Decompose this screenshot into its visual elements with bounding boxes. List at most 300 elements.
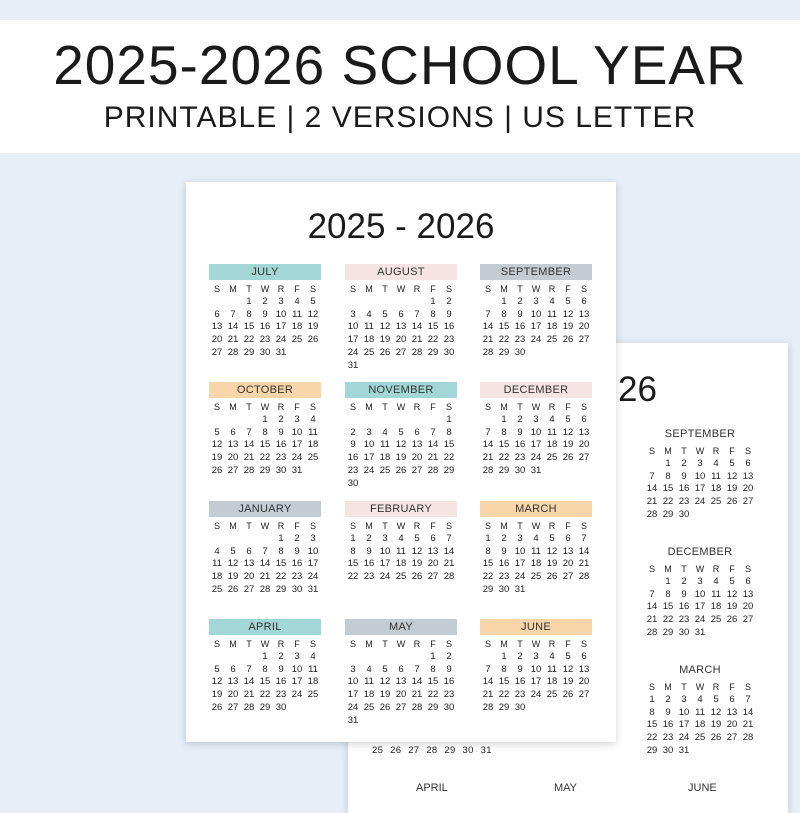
day-cell: 4	[549, 413, 555, 425]
day-cell: 13	[395, 321, 407, 333]
day-cell: 28	[646, 508, 658, 520]
day-cell: 21	[411, 334, 423, 346]
day-cell: 26	[562, 689, 574, 701]
day-cell: 14	[243, 676, 255, 688]
day-cell: 22	[662, 614, 674, 626]
day-cell: 20	[562, 558, 574, 570]
day-cell: 9	[446, 663, 452, 675]
weekday-label: M	[664, 446, 672, 456]
day-cell: 20	[411, 452, 423, 464]
day-cell: 10	[530, 308, 542, 320]
month-header: MAY	[345, 619, 457, 635]
weekday-label: W	[260, 639, 270, 649]
day-cell: 1	[485, 532, 491, 544]
day-cell: 25	[710, 496, 722, 508]
day-cell: 21	[243, 452, 255, 464]
day-cell: 14	[443, 545, 455, 557]
day-cell: 22	[498, 334, 510, 346]
day-cell: 29	[259, 701, 271, 713]
day-cell: 19	[211, 689, 223, 701]
weekday-label: R	[277, 284, 285, 294]
day-cell: 22	[482, 571, 494, 583]
weekday-label: S	[213, 402, 220, 412]
day-cell: 28	[411, 346, 423, 358]
day-cell: 24	[307, 571, 319, 583]
weekday-label: W	[396, 284, 406, 294]
day-cell: 23	[678, 614, 690, 626]
day-cell: 5	[214, 663, 220, 675]
day-cell: 1	[246, 295, 252, 307]
day-cell: 9	[350, 439, 356, 451]
day-cell: 19	[562, 321, 574, 333]
day-cell: 17	[694, 601, 706, 613]
day-cell: 1	[665, 457, 671, 469]
blank-cell	[225, 414, 241, 427]
weekday-label: M	[664, 682, 672, 692]
day-cell: 17	[514, 558, 526, 570]
month-header: DECEMBER	[667, 546, 733, 558]
weekday-label: W	[260, 402, 270, 412]
month-june	[480, 619, 592, 715]
month-header: AUGUST	[345, 264, 457, 280]
blank-cell	[241, 414, 257, 427]
day-cell: 30	[443, 701, 455, 713]
day-cell: 8	[501, 426, 507, 438]
day-cell: 6	[565, 532, 571, 544]
day-cell: 11	[380, 439, 390, 451]
day-cell: 7	[485, 426, 491, 438]
day-cell: 17	[678, 719, 690, 731]
day-cell: 15	[259, 676, 271, 688]
day-cell: 10	[694, 470, 706, 482]
day-cell: 29	[259, 464, 271, 476]
day-cell: 1	[430, 650, 436, 662]
weekday-label: F	[729, 682, 735, 692]
day-cell: 13	[578, 426, 590, 438]
weekday-label: R	[712, 682, 720, 692]
day-cell: 20	[395, 334, 407, 346]
day-cell: 6	[398, 663, 404, 675]
weekday-label: R	[277, 639, 285, 649]
weekday-label: M	[229, 284, 237, 294]
day-cell: 23	[514, 452, 526, 464]
blank-cell	[225, 533, 241, 546]
day-cell: 13	[578, 308, 590, 320]
month-may	[345, 619, 457, 728]
month-header: DECEMBER	[480, 382, 592, 398]
blank-cell	[345, 296, 361, 309]
day-cell: 1	[350, 532, 356, 544]
day-cell: 5	[565, 413, 571, 425]
day-cell: 12	[562, 308, 574, 320]
day-cell: 29	[646, 744, 658, 756]
day-cell: 11	[547, 663, 557, 675]
day-cell: 4	[294, 295, 300, 307]
day-cell: 8	[485, 545, 491, 557]
day-cell: 23	[275, 452, 287, 464]
day-cell: 14	[482, 439, 494, 451]
day-cell: 25	[363, 346, 375, 358]
day-cell: 6	[230, 426, 236, 438]
day-cell: 4	[398, 532, 404, 544]
day-cell: 14	[482, 676, 494, 688]
weekday-label: M	[500, 639, 508, 649]
month-header: JULY	[209, 264, 321, 280]
day-grid	[345, 401, 457, 491]
day-cell: 25	[379, 464, 391, 476]
day-cell: 24	[275, 334, 287, 346]
day-cell: 7	[649, 470, 655, 482]
day-grid	[209, 520, 321, 597]
day-cell: 17	[291, 676, 303, 688]
day-cell: 9	[517, 426, 523, 438]
day-cell: 27	[578, 334, 590, 346]
blank-cell	[345, 651, 361, 664]
day-grid	[345, 638, 457, 728]
month-header: OCTOBER	[209, 382, 321, 398]
blank-cell	[409, 296, 425, 309]
day-cell: 14	[411, 676, 423, 688]
day-cell: 3	[310, 532, 316, 544]
blank-cell	[241, 533, 257, 546]
blank-cell	[209, 651, 225, 664]
day-cell: 27	[243, 583, 255, 595]
day-cell: 6	[214, 308, 220, 320]
day-cell: 11	[711, 470, 721, 482]
day-cell: 25	[395, 571, 407, 583]
blank-cell	[393, 296, 409, 309]
day-cell: 10	[678, 706, 690, 718]
day-cell: 23	[259, 334, 271, 346]
day-cell: 18	[546, 321, 558, 333]
day-cell: 21	[259, 571, 271, 583]
day-cell: 5	[414, 532, 420, 544]
day-cell: 6	[729, 693, 735, 705]
day-cell: 9	[366, 545, 372, 557]
day-cell: 13	[395, 676, 407, 688]
day-cell: 19	[562, 676, 574, 688]
day-cell: 23	[291, 571, 303, 583]
day-cell: 28	[482, 701, 494, 713]
day-cell: 14	[646, 483, 658, 495]
day-cell: 14	[259, 558, 271, 570]
day-cell: 4	[549, 295, 555, 307]
day-cell: 23	[363, 571, 375, 583]
day-cell: 17	[275, 321, 287, 333]
day-cell: 27	[395, 346, 407, 358]
day-cell: 12	[710, 706, 722, 718]
day-cell: 2	[681, 575, 687, 587]
weekday-label: R	[413, 402, 421, 412]
weekday-label: S	[580, 521, 587, 531]
weekday-label: S	[309, 521, 316, 531]
day-cell: 21	[443, 558, 455, 570]
day-cell: 30	[259, 346, 271, 358]
day-cell: 10	[307, 545, 319, 557]
day-cell: 18	[291, 321, 303, 333]
day-cell: 8	[446, 426, 452, 438]
day-cell: 7	[581, 532, 587, 544]
weekday-label: F	[294, 521, 300, 531]
day-cell: 29	[243, 346, 255, 358]
day-cell: 27	[227, 701, 239, 713]
day-cell: 25	[363, 701, 375, 713]
blank-cell	[425, 414, 441, 427]
day-cell: 7	[262, 545, 268, 557]
day-cell: 13	[411, 439, 423, 451]
day-cell: 3	[366, 426, 372, 438]
day-cell: 22	[427, 334, 439, 346]
day-cell: 10	[530, 663, 542, 675]
day-cell: 10	[514, 545, 526, 557]
weekday-label: S	[445, 521, 452, 531]
day-cell: 6	[246, 545, 252, 557]
day-cell: 20	[578, 439, 590, 451]
blank-cell	[393, 651, 409, 664]
blank-cell	[393, 414, 409, 427]
day-cell: 2	[501, 532, 507, 544]
day-cell: 13	[726, 706, 738, 718]
front-year-title: 2025 - 2026	[307, 207, 495, 246]
day-cell: 22	[243, 334, 255, 346]
month-september	[644, 426, 756, 522]
weekday-label: W	[396, 402, 406, 412]
day-cell: 2	[446, 295, 452, 307]
day-cell: 21	[243, 689, 255, 701]
day-cell: 22	[259, 452, 271, 464]
weekday-label: T	[246, 521, 252, 531]
day-cell: 9	[665, 706, 671, 718]
day-cell: 3	[294, 413, 300, 425]
day-grid	[209, 401, 321, 478]
day-cell: 23	[443, 689, 455, 701]
weekday-label: R	[548, 639, 556, 649]
day-cell: 14	[427, 439, 439, 451]
day-grid	[480, 520, 592, 597]
month-header: JANUARY	[209, 501, 321, 517]
weekday-label: M	[229, 521, 237, 531]
day-grid	[644, 445, 756, 522]
day-cell: 1	[649, 693, 655, 705]
day-cell: 20	[742, 483, 754, 495]
day-cell: 15	[259, 439, 271, 451]
day-cell: 24	[514, 571, 526, 583]
weekday-label: M	[365, 284, 373, 294]
day-cell: 9	[517, 308, 523, 320]
day-cell: 3	[278, 295, 284, 307]
weekday-label: W	[531, 402, 541, 412]
weekday-label: T	[382, 521, 388, 531]
day-cell: 2	[294, 532, 300, 544]
day-cell: 11	[547, 308, 557, 320]
day-cell: 30	[678, 626, 690, 638]
weekday-label: S	[213, 284, 220, 294]
day-cell: 2	[517, 650, 523, 662]
day-cell: 8	[430, 663, 436, 675]
day-cell: 7	[246, 426, 252, 438]
month-july	[209, 264, 321, 360]
day-cell: 22	[259, 689, 271, 701]
day-cell: 29	[498, 464, 510, 476]
day-cell: 3	[350, 663, 356, 675]
day-cell: 11	[212, 558, 222, 570]
day-cell: 25	[291, 334, 303, 346]
day-cell: 11	[364, 321, 374, 333]
day-cell: 8	[665, 470, 671, 482]
day-cell: 23	[662, 732, 674, 744]
day-cell: 16	[498, 558, 510, 570]
day-cell: 18	[363, 689, 375, 701]
day-cell: 21	[427, 452, 439, 464]
day-cell: 17	[363, 452, 375, 464]
day-cell: 11	[695, 706, 705, 718]
day-cell: 21	[646, 614, 658, 626]
weekday-label: R	[277, 402, 285, 412]
day-cell: 10	[363, 439, 375, 451]
day-cell: 20	[227, 689, 239, 701]
day-cell: 12	[562, 663, 574, 675]
day-cell: 14	[742, 706, 754, 718]
day-cell: 12	[379, 321, 391, 333]
day-cell: 1	[501, 295, 507, 307]
weekday-label: S	[309, 284, 316, 294]
day-cell: 5	[729, 575, 735, 587]
day-cell: 10	[275, 308, 287, 320]
day-cell: 28	[227, 346, 239, 358]
weekday-label: F	[729, 564, 735, 574]
day-cell: 15	[427, 321, 439, 333]
weekday-label: W	[531, 521, 541, 531]
day-cell: 28	[427, 464, 439, 476]
day-cell: 19	[379, 689, 391, 701]
day-cell: 21	[742, 719, 754, 731]
day-cell: 31	[530, 464, 542, 476]
weekday-label: S	[445, 402, 452, 412]
day-cell: 18	[395, 558, 407, 570]
day-cell: 3	[382, 532, 388, 544]
weekday-label: W	[260, 284, 270, 294]
day-cell: 15	[427, 676, 439, 688]
day-cell: 17	[530, 676, 542, 688]
day-cell: 18	[546, 439, 558, 451]
day-cell: 19	[227, 571, 239, 583]
weekday-label: M	[365, 639, 373, 649]
blank-cell	[241, 651, 257, 664]
day-cell: 1	[262, 413, 268, 425]
day-cell: 1	[501, 413, 507, 425]
day-cell: 13	[427, 545, 439, 557]
day-cell: 12	[726, 470, 738, 482]
day-cell: 17	[291, 439, 303, 451]
weekday-label: S	[580, 639, 587, 649]
blank-cell	[225, 651, 241, 664]
day-cell: 24	[678, 732, 690, 744]
day-cell: 7	[414, 308, 420, 320]
day-cell: 14	[482, 321, 494, 333]
day-cell: 28	[742, 732, 754, 744]
day-cell: 3	[697, 575, 703, 587]
day-cell: 22	[443, 452, 455, 464]
day-cell: 2	[262, 295, 268, 307]
month-header: APRIL	[209, 619, 321, 635]
day-cell: 15	[662, 483, 674, 495]
day-cell: 13	[227, 676, 239, 688]
day-cell: 4	[713, 575, 719, 587]
day-cell: 17	[694, 483, 706, 495]
day-cell: 24	[363, 464, 375, 476]
weekday-label: M	[365, 402, 373, 412]
weekday-label: S	[744, 564, 751, 574]
day-cell: 6	[414, 426, 420, 438]
day-cell: 16	[678, 483, 690, 495]
day-cell: 15	[275, 558, 287, 570]
month-february	[345, 501, 457, 584]
day-cell: 20	[742, 601, 754, 613]
weekday-label: T	[246, 284, 252, 294]
blank-cell	[209, 533, 225, 546]
day-cell: 3	[294, 650, 300, 662]
day-cell: 6	[745, 457, 751, 469]
blank-cell	[225, 296, 241, 309]
weekday-label: S	[445, 284, 452, 294]
day-cell: 20	[243, 571, 255, 583]
day-cell: 26	[411, 571, 423, 583]
day-cell: 29	[662, 626, 674, 638]
day-cell: 30	[498, 583, 510, 595]
day-cell: 25	[546, 689, 558, 701]
day-cell: 23	[514, 689, 526, 701]
weekday-label: F	[430, 284, 436, 294]
day-cell: 12	[546, 545, 558, 557]
blank-cell	[257, 533, 273, 546]
day-cell: 30	[514, 464, 526, 476]
day-cell: 4	[533, 532, 539, 544]
day-cell: 12	[307, 308, 319, 320]
day-cell: 6	[745, 575, 751, 587]
day-grid	[209, 283, 321, 360]
day-cell: 16	[662, 719, 674, 731]
day-cell: 9	[681, 588, 687, 600]
day-cell: 30	[514, 701, 526, 713]
day-cell: 29	[482, 583, 494, 595]
weekday-label: T	[382, 639, 388, 649]
day-cell: 17	[530, 321, 542, 333]
back-year-title: 26	[618, 370, 657, 409]
day-cell: 6	[430, 532, 436, 544]
day-cell: 12	[211, 439, 223, 451]
day-cell: 21	[482, 334, 494, 346]
day-cell: 4	[713, 457, 719, 469]
back-label-june: JUNE	[688, 782, 717, 794]
day-cell: 20	[726, 719, 738, 731]
weekday-label: S	[484, 521, 491, 531]
day-cell: 26	[227, 583, 239, 595]
day-cell: 20	[227, 452, 239, 464]
day-cell: 21	[227, 334, 239, 346]
day-cell: 21	[482, 689, 494, 701]
day-cell: 13	[742, 588, 754, 600]
weekday-label: R	[548, 521, 556, 531]
day-cell: 18	[546, 676, 558, 688]
day-cell: 29	[427, 701, 439, 713]
day-cell: 14	[243, 439, 255, 451]
day-cell: 1	[446, 413, 452, 425]
weekday-label: T	[681, 446, 687, 456]
day-cell: 18	[211, 571, 223, 583]
day-cell: 25	[710, 614, 722, 626]
weekday-label: W	[531, 284, 541, 294]
day-cell: 8	[665, 588, 671, 600]
